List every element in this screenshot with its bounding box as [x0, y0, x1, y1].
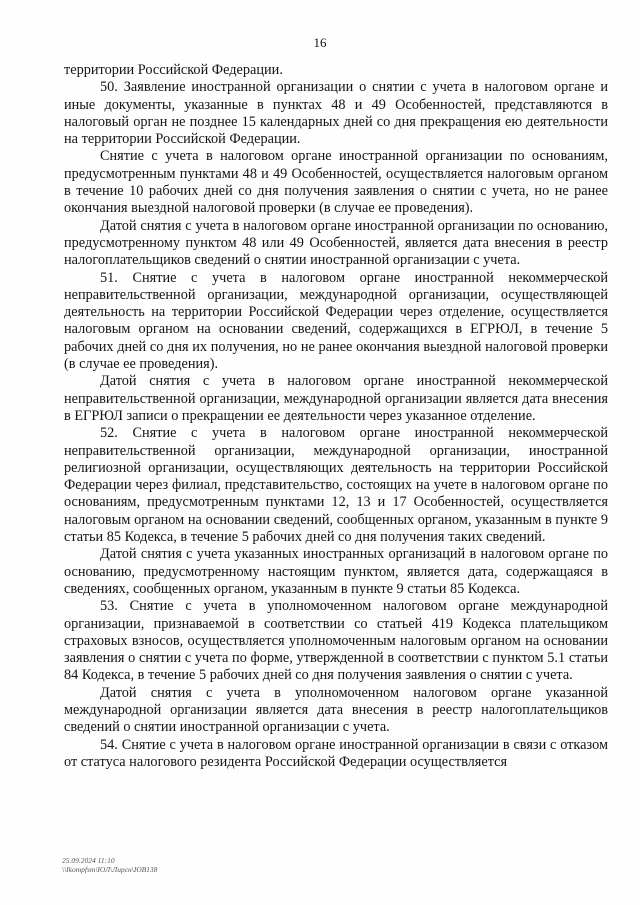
page-number: 16	[313, 35, 327, 50]
footer-file-path: \\Ikompfsm\ЮЛ\Лирсн\ЮВ138	[62, 865, 158, 874]
paragraph-item-50-removal: Снятие с учета в налоговом органе иностранной организации по основаниям, предусмотренным пунктами 48 и 49 Особенностей, осуществляется налоговым органом в течение 10 рабочих дней со дня получения заявления о снятии с учета, но не ранее окончания выездной налоговой проверки (в случае ее проведения).	[64, 148, 608, 217]
paragraph-item-52-date: Датой снятия с учета указанных иностранных организаций в налоговом органе по основанию, предусмотренному настоящим пунктом, является дата, содержащаяся в сведениях, сообщенных органом, указанным в пункте 9 статьи 85 Кодекса.	[64, 546, 608, 597]
paragraph-item-52: 52. Снятие с учета в налоговом органе иностранной некоммерческой неправительственной организации, международной организации, иностранной религиозной организации, осуществляющих деятельность на территории Российской Федерации через филиал, представительство, состоящих на учете в налоговом органе по основаниям, предусмотренным пунктами 12, 13 и 17 Особенностей, осуществляется налоговым органом на основании сведений, сообщенных органом, указанным в пункте 9 статьи 85 Кодекса, в течение 5 рабочих дней со дня получения таких сведений.	[64, 425, 608, 546]
paragraph-item-54: 54. Снятие с учета в налоговом органе иностранной организации в связи с отказом от статуса налогового резидента Российской Федерации осуществляется	[64, 736, 608, 770]
paragraph-item-51-date: Датой снятия с учета в налоговом органе иностранной некоммерческой неправительственной организации, международной организации является дата внесения в ЕГРЮЛ записи о прекращении ее деятельности через указанное отделение.	[64, 373, 608, 424]
paragraph-item-50: 50. Заявление иностранной организации о снятии с учета в налоговом органе и иные документы, указанные в пунктах 48 и 49 Особенностей, представляются в налоговый орган не позднее 15 календарных дней со дня прекращения ею деятельности на территории Российской Федерации.	[64, 79, 608, 148]
paragraph-item-53-date: Датой снятия с учета в уполномоченном налоговом органе указанной международной организации является дата внесения в реестр налогоплательщиков сведений о снятии иностранной организации с учета.	[64, 684, 608, 736]
footer-timestamp: 25.09.2024 11:10	[62, 856, 115, 865]
paragraph-item-50-date: Датой снятия с учета в налоговом органе иностранной организации по основанию, предусмотренному пунктом 48 или 49 Особенностей, является дата внесения в реестр налогоплательщиков сведений о снятии иностранной организации с учета.	[64, 217, 608, 269]
paragraph-item-51: 51. Снятие с учета в налоговом органе иностранной некоммерческой неправительственной организации, международной организации, осуществляющей деятельность на территории Российской Федерации через отделение, осуществляется налоговым органом на основании сведений, содержащихся в ЕГРЮЛ, в течение 5 рабочих дней со дня их получения, но не ранее окончания выездной налоговой проверки (в случае ее проведения).	[64, 269, 608, 373]
footer-stamp	[62, 856, 157, 874]
paragraph-item-53: 53. Снятие с учета в уполномоченном налоговом органе международной организации, признаваемой в соответствии со статьей 419 Кодекса плательщиком страховых взносов, осуществляется уполномоченным налоговым органом на основании заявления о снятии с учета по форме, утвержденной в соответствии с пунктом 5.1 статьи 84 Кодекса, в течение 5 рабочих дней со дня получения заявления о снятии с учета.	[64, 598, 608, 684]
document-body	[64, 62, 608, 771]
paragraph-continuation: территории Российской Федерации.	[64, 62, 283, 78]
